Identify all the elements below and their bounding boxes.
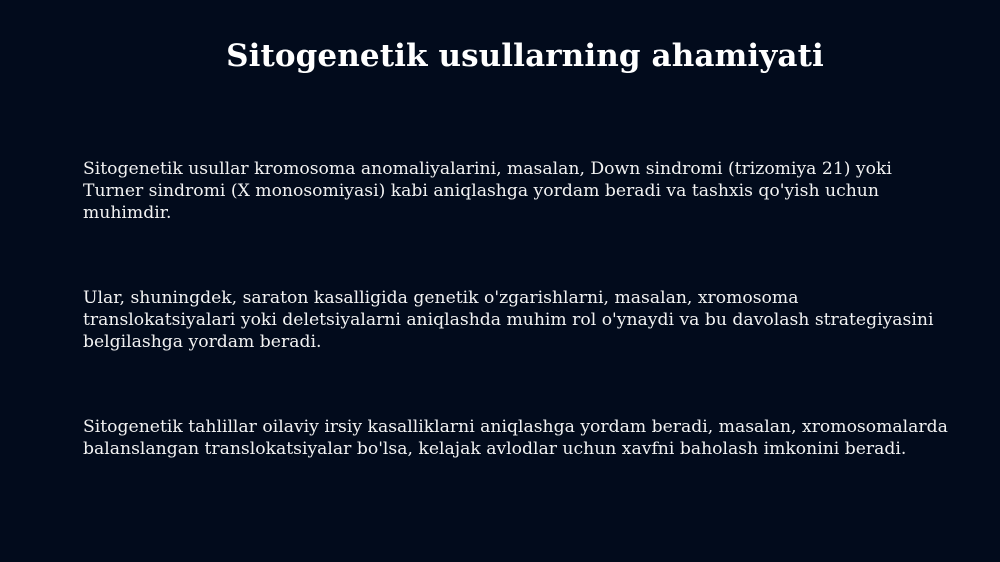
paragraph-3: Sitogenetik tahlillar oilaviy irsiy kasalliklarni aniqlashga yordam beradi, masalan, xromosomalarda balanslangan translokatsiyalar bo'lsa, kelajak avlodlar uchun xavfni baholash imkonini beradi. xyxy=(83,417,948,459)
paragraph-2: Ular, shuningdek, saraton kasalligida genetik o'zgarishlarni, masalan, xromosoma translokatsiyalari yoki deletsiyalarni aniqlashda muhim rol o'ynaydi va bu davolash strategiyasini belgilashga yordam beradi. xyxy=(83,288,934,352)
paragraph-1: Sitogenetik usullar kromosoma anomaliyalarini, masalan, Down sindromi (trizomiya 21) yoki Turner sindromi (X monosomiyasi) kabi aniqlashga yordam beradi va tashxis qo'yish uchun muhimdir. xyxy=(83,159,892,223)
slide-title: Sitogenetik usullarning ahamiyati xyxy=(226,38,824,74)
